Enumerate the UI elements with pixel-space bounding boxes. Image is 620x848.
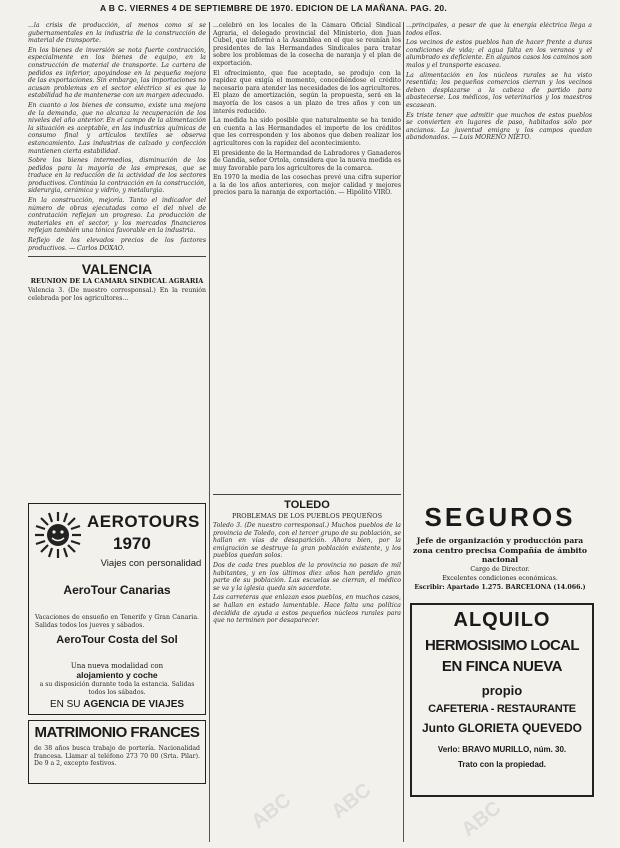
aerotour-costa-title: AeroTour Costa del Sol [56,634,178,646]
article-paragraph: En 1970 la media de las cosechas prevé una cifra superior a la de los años anteriores, con mejor calidad y mejores precios para la naranja de exportación. — Hipólito VIRO. [213,174,401,197]
article-paragraph: En los bienes de inversión se nota fuerte contracción, especialmente en los bienes de equipo, en la construcción de material de transporte. La cartera de pedidos es inferior, apoyándose en la pequeña mejora de las exportaciones. Sin embargo, las importaciones no acusan problemas en el sector eléctrico si es que la estabilidad ha de mantenerse con un margen adecuado. [28,46,206,100]
article-paragraph: Las carreteras que enlazan esos pueblos, en muchos casos, se hallan en estado lamentable. Hace falta una política decidida de ayuda a estos pequeños núcleos rurales para que no terminen por desaparecer. [213,594,401,625]
seguros-ad [407,500,593,596]
article-paragraph: El presidente de la Hermandad de Labradores y Ganaderos de Gandía, señor Ortola, considera que la nueva medida es muy favorable para los agricultores de la comarca. [213,149,401,172]
alquilo-line5: Junto GLORIETA QUEVEDO [421,721,582,735]
aerotours-footer-pre: EN SU [49,699,81,710]
article-paragraph: Valencia 3. (De nuestro corresponsal.) En la reunión celebrada por los agricultores... [28,287,206,302]
aerotours-tagline: Viajes con personalidad [100,558,202,569]
aerotour-costa-intro: Una nueva modalidad con [70,662,164,670]
aerotour-canarias-text: Vacaciones de ensueño en Tenerife y Gran Canaria. Salidas todos los jueves y sábados. [35,614,199,629]
section-title: TOLEDO [284,499,330,511]
watermark-logo: ABC [327,779,376,824]
aerotours-brand: AEROTOURS [87,512,200,531]
alquilo-line6: Verlo: BRAVO MURILLO, núm. 30. [437,745,567,754]
article-paragraph: ...la crisis de producción, al menos como si se gubernamentales en la industria de la construcción de material de transporte. [28,22,206,45]
article-paragraph: Es triste tener que admitir que muchos de estos pueblos se convierten en lugares de paso, habitados sólo por ancianos. La juventud emigra y los campos quedan abandonados. — Luis MORENO NIETO. [406,111,592,142]
column-rule [403,22,404,842]
aerotours-ad [28,503,206,715]
seguros-line1: Jefe de organización y producción para zona centro precisa Compañía de ámbito nacional [413,536,587,564]
aerotour-costa-feature: alojamiento y coche [76,670,158,680]
seguros-line3: Excelentes condiciones económicas. [442,575,558,582]
column-rule [209,22,210,842]
watermark-logo: ABC [457,797,506,842]
column-2-toledo [213,490,401,845]
column-2 [213,22,401,487]
article-paragraph: Reflejo de los elevados precios de los factores productivos. — Carlos DOXAO. [28,237,206,252]
article-paragraph: La medida ha sido posible que naturalmente se ha tenido en cuenta a las Hermandades el importe de los créditos que les corresponden y los abonos que deben realizar los agricultores con la rapidez del acontecimiento. [213,117,401,147]
aerotours-footer [33,699,201,710]
seguros-line2: Cargo de Director. [470,566,530,573]
aerotour-costa-text: a su disposición durante toda la estancia. Salidas todos los sábados. [39,681,195,696]
seguros-title: SEGUROS [424,502,576,532]
article-paragraph: El ofrecimiento, que fue aceptado, se produjo con la rapidez que exigía el momento, concediéndose el crédito necesario para atender las necesidades de los agricultores. El plazo de amortización, según la propuesta, será en la mayoría de los casos a un plazo de tres años y con un interés reducido. [213,69,401,115]
article-paragraph: La alimentación en los núcleos rurales se ha visto resentida; los pequeños comercios cierran y los vecinos deben desplazarse a la cabeza de partido para abastecerse. Los médicos, los veterinarios y los maestros escasean. [406,71,592,109]
alquilo-ad [410,603,594,797]
alquilo-line4: CAFETERIA - RESTAURANTE [428,703,576,715]
matrimonio-title: MATRIMONIO FRANCES [34,724,200,741]
aerotours-year: 1970 [113,534,151,553]
seguros-line4: Escribir: Apartado 1.275. BARCELONA (14.066.) [414,584,586,591]
article-paragraph: ...celebró en los locales de la Cámara Oficial Sindical Agraria, el delegado provincial del Ministerio, don Juan Cubel, que informó a la Asamblea en el que se reunían los presidentes de las Hermandades Sindicales para tratar sobre los problemas de la cosecha de naranja y el plan de exportación. [213,22,401,67]
section-subtitle: PROBLEMAS DE LOS PUEBLOS PEQUEÑOS [231,512,383,520]
article-paragraph: Sobre los bienes intermedios, disminución de los pedidos para la mayoría de las empresas, que se traduce en la reducción de la actividad de los sectores productivos. Continúa la contracción en la construcción, siderurgia, cerámica y vidrio, y metalurgia. [28,157,206,195]
article-paragraph: Los vecinos de estos pueblos han de hacer frente a duras condiciones de vida; el agua falta en los veranos y el alumbrado es deficiente. En algunos casos los caminos son malos y el transporte escasea. [406,39,592,69]
column-3 [406,22,592,492]
section-subtitle: REUNION DE LA CAMARA SINDICAL AGRARIA [30,277,204,286]
divider [213,494,401,495]
section-title: VALENCIA [81,261,153,278]
alquilo-title: ALQUILO [453,609,551,631]
aerotours-footer-main: AGENCIA DE VIAJES [83,699,185,710]
sun-logo-icon [33,510,83,560]
article-paragraph: Dos de cada tres pueblos de la provincia no pasan de mil habitantes, y en los últimos diez años han perdido gran parte de su población. Las escuelas se cierran, el médico se va y la iglesia queda sin sacerdote. [213,561,401,592]
article-paragraph: ...principales, a pesar de que la energía eléctrica llega a todos ellos. [406,22,592,37]
alquilo-line3: propio [481,683,523,698]
aerotour-canarias-title: AeroTour Canarias [63,583,171,597]
page-header: A B C. VIERNES 4 DE SEPTIEMBRE DE 1970. EDICION DE LA MAÑANA. PAG. 20. [100,3,448,13]
article-paragraph: En la construcción, mejoría. Tanto el indicador del número de obras ejecutadas como el del nivel de contratación reflejan un progreso. La producción de materiales en el sector, y los mercados financieros reflejan también una tónica favorable en la industria. [28,197,206,235]
matrimonio-frances-ad [28,720,206,784]
article-paragraph: En cuanto a los bienes de consumo, existe una mejora de la demanda, que no alcanza la recuperación de los niveles del año anterior. En el campo de la alimentación la situación es aceptable, en las industrias químicas de consumo final y artículos textiles se observa estancamiento. Las industrias de calzado y confección mantienen cierta estabilidad. [28,101,206,155]
alquilo-line1: HERMOSISIMO LOCAL [425,637,579,654]
watermark-logo: ABC [247,789,296,834]
alquilo-line7: Trato con la propiedad. [457,760,546,769]
column-1 [28,22,206,502]
divider [28,256,206,257]
matrimonio-body: de 38 años busca trabajo de portería. Nacionalidad francesa. Llamar al teléfono 273 70 00 (Srta. Pilar). De 9 a 2, excepto festivos. [34,745,200,768]
article-paragraph: Toledo 3. (De nuestro corresponsal.) Muchos pueblos de la provincia de Toledo, con el tercer grupo de su población, se hallan en vías de desaparición. Ahora bien, por la emigración se destruye la gran población existente, y los pueblos quedan solos. [213,522,401,560]
alquilo-line2: EN FINCA NUEVA [441,658,563,675]
